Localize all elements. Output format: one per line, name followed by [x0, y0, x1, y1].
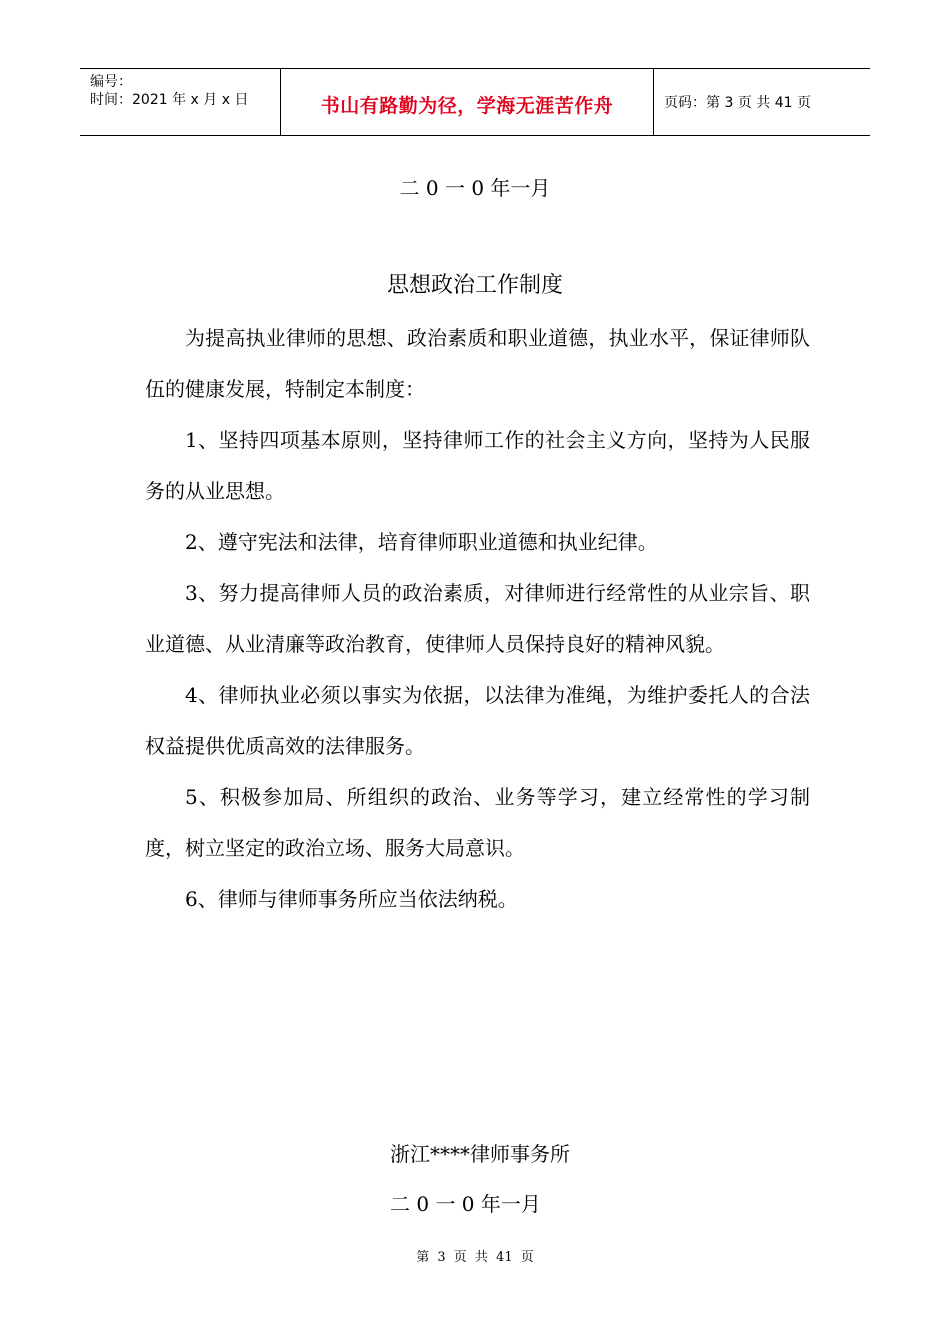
paragraph-item-6: 6、律师与律师事务所应当依法纳税。 [185, 887, 518, 911]
page-footer: 第 3 页 共 41 页 [416, 1250, 534, 1265]
header-page-cell [654, 69, 870, 135]
paragraph-item-4: 4、律师执业必须以事实为依据，以法律为准绳，为维护委托人的合法权益提供优质高效的法律服务。 [145, 683, 810, 758]
paragraph-item-5: 5、积极参加局、所组织的政治、业务等学习，建立经常性的学习制度，树立坚定的政治立场、服务大局意识。 [145, 785, 810, 860]
number-label: 编号： [90, 74, 132, 90]
header-motto-cell [281, 69, 654, 135]
paragraph-item-1: 1、坚持四项基本原则，坚持律师工作的社会主义方向，坚持为人民服务的从业思想。 [145, 428, 810, 503]
paragraph-intro: 为提高执业律师的思想、政治素质和职业道德，执业水平，保证律师队伍的健康发展，特制定本制度： [145, 326, 810, 401]
signature-org: 浙江****律师事务所 [390, 1142, 570, 1166]
top-date: 二 0 一 0 年一月 [399, 176, 551, 200]
time-label: 时间：2021 年 x 月 x 日 [90, 92, 249, 108]
paragraph-item-3: 3、努力提高律师人员的政治素质，对律师进行经常性的从业宗旨、职业道德、从业清廉等政治教育，使律师人员保持良好的精神风貌。 [145, 581, 810, 656]
signature-date: 二 0 一 0 年一月 [390, 1192, 541, 1216]
document-body [145, 313, 810, 925]
page-info: 页码：第 3 页 共 41 页 [664, 95, 811, 111]
document-title: 思想政治工作制度 [386, 273, 563, 298]
header-table [80, 68, 870, 136]
header-meta-cell [80, 69, 281, 135]
paragraph-item-2: 2、遵守宪法和法律，培育律师职业道德和执业纪律。 [185, 530, 658, 554]
motto-text: 书山有路勤为径，学海无涯苦作舟 [320, 94, 614, 117]
